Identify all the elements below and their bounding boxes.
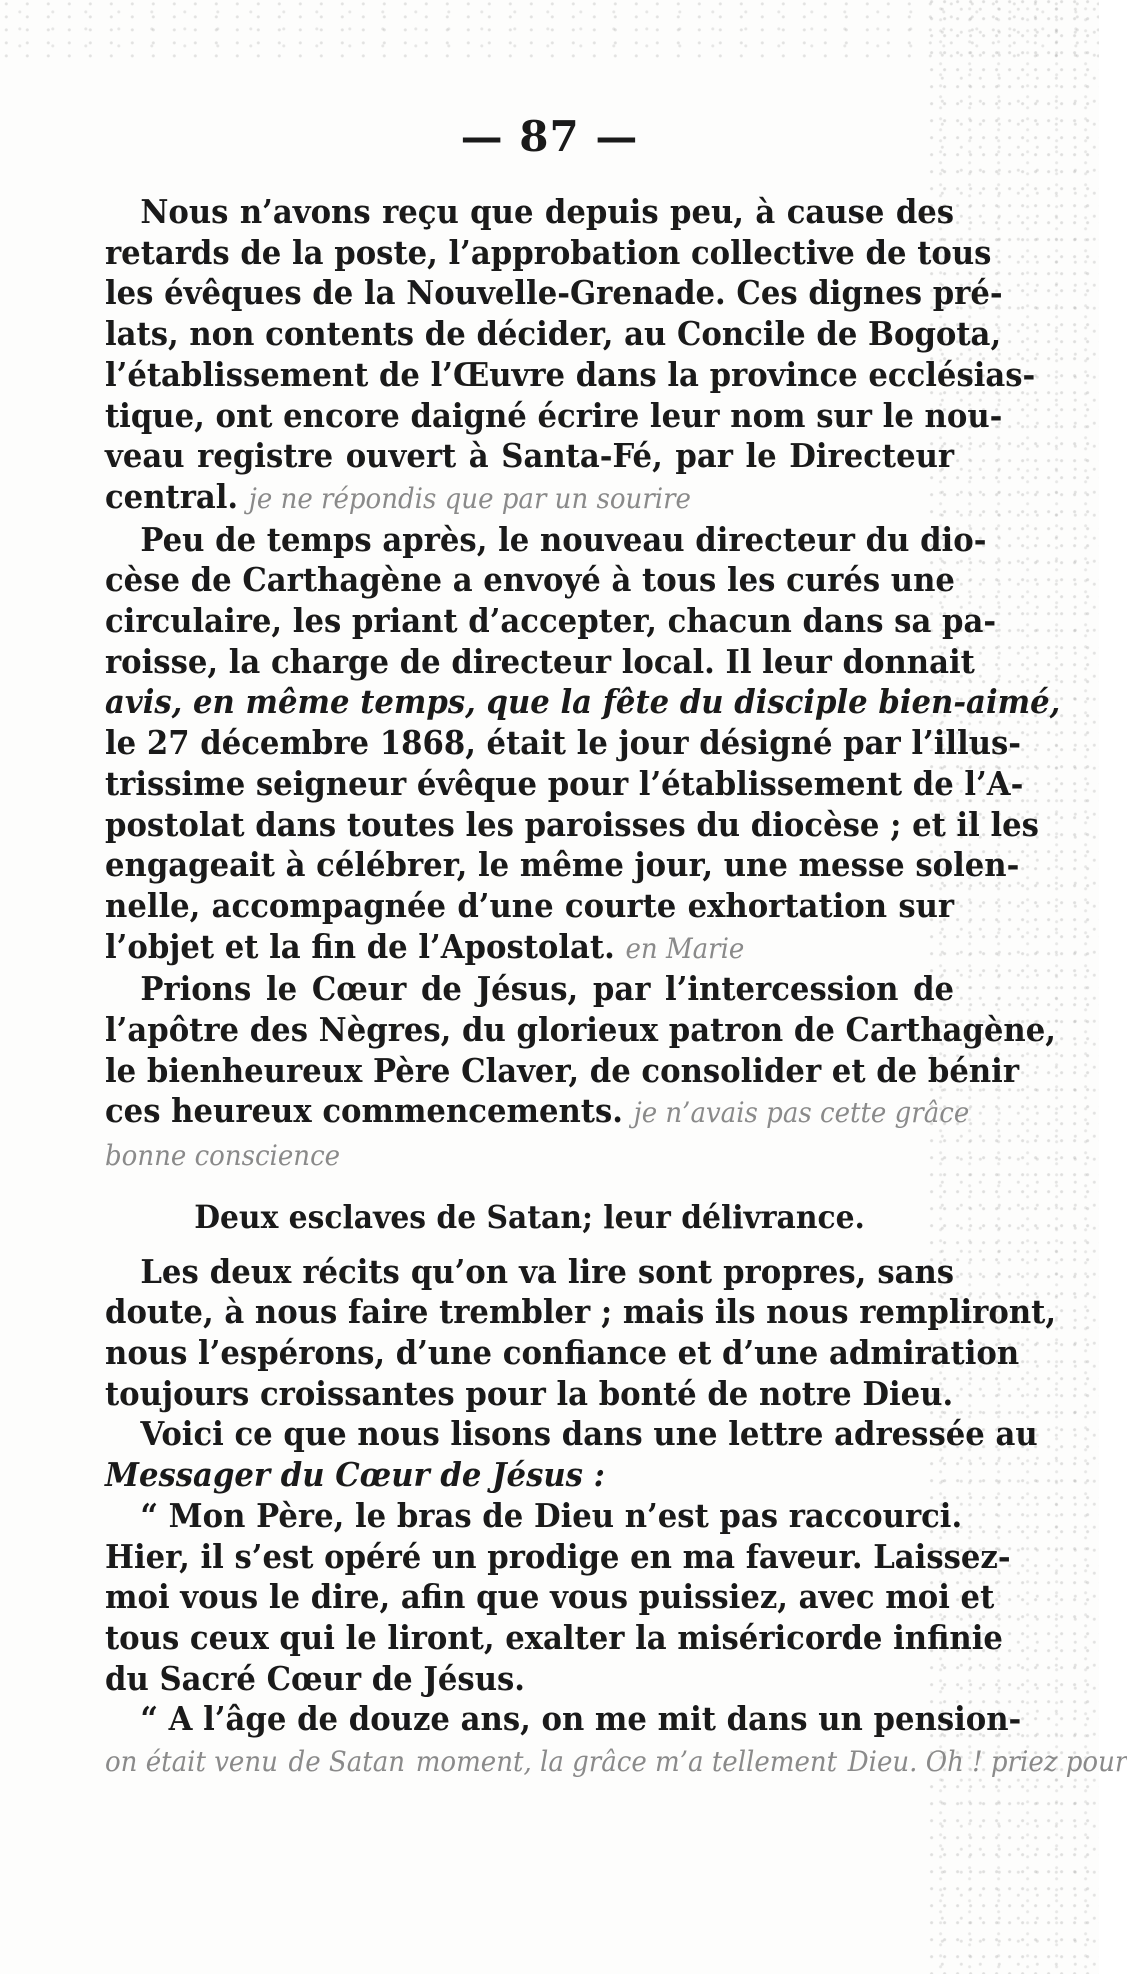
text-line: Prions le Cœur de Jésus, par l’intercession de	[140, 969, 955, 1009]
text-line: doute, à nous faire trembler ; mais ils nous rempliront,	[105, 1292, 1057, 1332]
text-line: “ A l’âge de douze ans, on me mit dans un pension-	[140, 1699, 1022, 1739]
text-line: trissime seigneur évêque pour l’établissement de l’A-	[105, 763, 1024, 803]
text-line: moi vous le dire, afin que vous puissiez, avec moi et	[105, 1577, 995, 1617]
text-line: les évêques de la Nouvelle-Grenade. Ces dignes pré-	[105, 273, 1003, 313]
text-line: veau registre ouvert à Santa-Fé, par le Directeur	[105, 436, 955, 476]
section-heading: Deux esclaves de Satan; leur délivrance.	[194, 1197, 865, 1236]
text-line: tique, ont encore daigné écrire leur nom sur le nou-	[105, 395, 1003, 435]
text-line	[105, 1091, 970, 1134]
show-through-text: on était venu	[105, 1745, 278, 1779]
text-line: roisse, la charge de directeur local. Il leur donnait	[105, 641, 975, 681]
text-line	[105, 1134, 954, 1177]
text-line: le bienheureux Père Claver, de consolider et de bénir	[105, 1050, 1019, 1090]
text-line: Les deux récits qu’on va lire sont propres, sans	[140, 1251, 955, 1291]
scan-noise-top	[0, 0, 1099, 60]
text-line	[105, 927, 954, 970]
text-line: circulaire, les priant d’accepter, chacun dans sa pa-	[105, 601, 997, 641]
show-through-text: je ne répondis que par un sourire	[248, 481, 691, 515]
text-line: nous l’espérons, d’une confiance et d’une admiration	[105, 1332, 1020, 1372]
show-through-text: de Satan	[288, 1745, 406, 1779]
text-line: tous ceux qui le liront, exalter la miséricorde infinie	[105, 1617, 1003, 1657]
show-through-text: moment, la grâce m’a tellement	[415, 1745, 838, 1779]
text-line: Peu de temps après, le nouveau directeur du dio-	[140, 519, 987, 559]
text-line: Messager du Cœur de Jésus :	[105, 1455, 605, 1495]
text-line: nelle, accompagnée d’une courte exhortation sur	[105, 885, 955, 925]
text-fragment: central.	[105, 476, 239, 516]
text-line: le 27 décembre 1868, était le jour désigné par l’illus-	[105, 723, 1022, 763]
show-through-text: je n’avais pas cette grâce	[633, 1096, 970, 1130]
text-line: Nous n’avons reçu que depuis peu, à cause des	[140, 192, 955, 231]
text-line: Hier, il s’est opéré un prodige en ma faveur. Laissez-	[105, 1536, 1011, 1576]
text-line: cèse de Carthagène a envoyé à tous les curés une	[105, 560, 955, 600]
text-fragment: l’objet et la fin de l’Apostolat.	[105, 926, 615, 966]
show-through-text: bonne conscience	[105, 1139, 341, 1173]
text-line: avis, en même temps, que la fête du disciple bien-aimé,	[105, 682, 1061, 722]
text-line: l’apôtre des Nègres, du glorieux patron de Carthagène,	[105, 1010, 1056, 1050]
text-line: engageait à célébrer, le même jour, une messe solen-	[105, 845, 1020, 885]
text-line: toujours croissantes pour la bonté de notre Dieu.	[105, 1373, 954, 1413]
text-line: l’établissement de l’Œuvre dans la province ecclésias-	[105, 354, 1036, 394]
show-through-text: en Marie	[625, 931, 745, 965]
text-line: du Sacré Cœur de Jésus.	[105, 1658, 525, 1698]
text-line: “ Mon Père, le bras de Dieu n’est pas raccourci.	[140, 1495, 963, 1535]
text-fragment: ces heureux commencements.	[105, 1091, 623, 1131]
text-line: retards de la poste, l’approbation collective de tous	[105, 232, 992, 272]
show-through-text: Dieu. Oh ! priez pour	[847, 1745, 1127, 1779]
text-line: lats, non contents de décider, au Concile de Bogota,	[105, 314, 1002, 354]
body-text	[105, 192, 1127, 1783]
text-line	[105, 477, 954, 520]
text-line: Voici ce que nous lisons dans une lettre adressée au	[140, 1414, 1038, 1454]
text-line: postolat dans toutes les paroisses du diocèse ; et il les	[105, 804, 1039, 844]
text-line	[105, 1740, 1127, 1783]
page-number: — 87 —	[460, 112, 639, 161]
